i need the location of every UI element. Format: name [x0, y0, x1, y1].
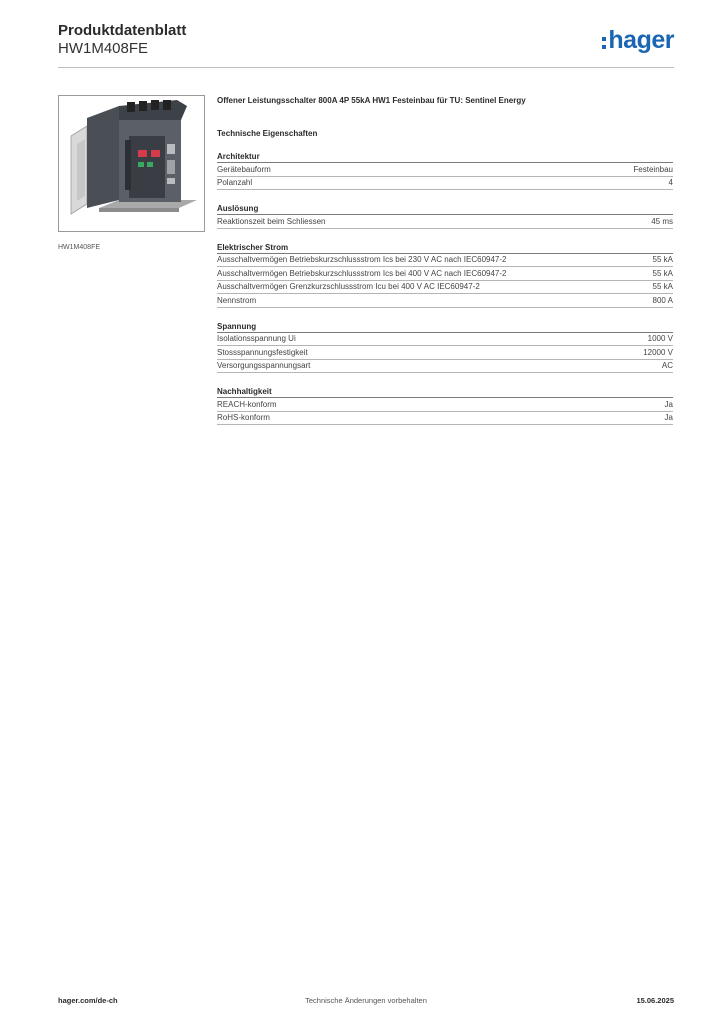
property-value: Festeinbau — [633, 164, 673, 174]
property-label: Ausschaltvermögen Betriebskurzschlussstrom Ics bei 400 V AC nach IEC60947-2 — [217, 268, 507, 278]
footer-date: 15.06.2025 — [636, 996, 674, 1005]
property-row — [217, 333, 673, 347]
property-row — [217, 163, 673, 177]
property-row — [217, 177, 673, 191]
property-value: Ja — [664, 413, 673, 423]
main-content — [217, 96, 673, 425]
property-label: Polanzahl — [217, 178, 253, 188]
property-row — [217, 346, 673, 360]
property-value: 4 — [668, 178, 673, 188]
property-value: 45 ms — [651, 216, 673, 226]
property-value: 800 A — [652, 295, 673, 305]
section-title: Architektur — [217, 152, 673, 163]
property-row — [217, 281, 673, 295]
footer-website-link[interactable]: hager.com/de-ch — [58, 996, 118, 1005]
image-caption: HW1M408FE — [58, 244, 101, 251]
section-title: Spannung — [217, 322, 673, 333]
property-row — [217, 294, 673, 308]
property-label: RoHS-konform — [217, 413, 270, 423]
property-label: Nennstrom — [217, 295, 257, 305]
property-value: 12000 V — [643, 347, 673, 357]
product-image — [58, 95, 205, 232]
property-value: AC — [661, 361, 673, 371]
document-title: Produktdatenblatt — [58, 22, 187, 39]
section-title: Elektrischer Strom — [217, 243, 673, 254]
property-label: Gerätebauform — [217, 164, 271, 174]
section-title: Nachhaltigkeit — [217, 387, 673, 398]
page-header — [58, 22, 674, 68]
property-label: Versorgungsspannungsart — [217, 361, 311, 371]
property-row — [217, 398, 673, 412]
section-title: Auslösung — [217, 204, 673, 215]
property-value: Ja — [664, 399, 673, 409]
logo-dots-icon — [602, 37, 606, 49]
property-row — [217, 360, 673, 374]
property-label: Ausschaltvermögen Grenzkurzschlussstrom Icu bei 400 V AC IEC60947-2 — [217, 282, 480, 292]
section-architektur — [217, 152, 673, 190]
section-nachhaltigkeit — [217, 387, 673, 425]
property-value: 55 kA — [652, 282, 673, 292]
property-label: Ausschaltvermögen Betriebskurzschlussstrom Ics bei 230 V AC nach IEC60947-2 — [217, 255, 507, 265]
property-row — [217, 412, 673, 426]
property-row — [217, 267, 673, 281]
property-row — [217, 215, 673, 229]
property-value: 55 kA — [652, 268, 673, 278]
section-ausloesung — [217, 204, 673, 229]
property-label: Isolationsspannung Ui — [217, 334, 296, 344]
footer-notice: Technische Änderungen vorbehalten — [305, 996, 427, 1005]
section-spannung — [217, 322, 673, 374]
property-value: 1000 V — [647, 334, 673, 344]
property-label: Stossspannungsfestigkeit — [217, 347, 308, 357]
logo-text: hager — [608, 26, 674, 54]
property-row — [217, 254, 673, 268]
technical-properties-heading: Technische Eigenschaften — [217, 129, 318, 138]
product-code: HW1M408FE — [58, 40, 149, 57]
section-elektrischer-strom — [217, 243, 673, 308]
product-description: Offener Leistungsschalter 800A 4P 55kA HW1 Festeinbau für TU: Sentinel Energy — [217, 96, 526, 105]
property-label: Reaktionszeit beim Schliessen — [217, 216, 326, 226]
property-label: REACH-konform — [217, 399, 277, 409]
property-value: 55 kA — [652, 255, 673, 265]
circuit-breaker-illustration — [59, 96, 204, 231]
hager-logo[interactable] — [602, 26, 674, 55]
